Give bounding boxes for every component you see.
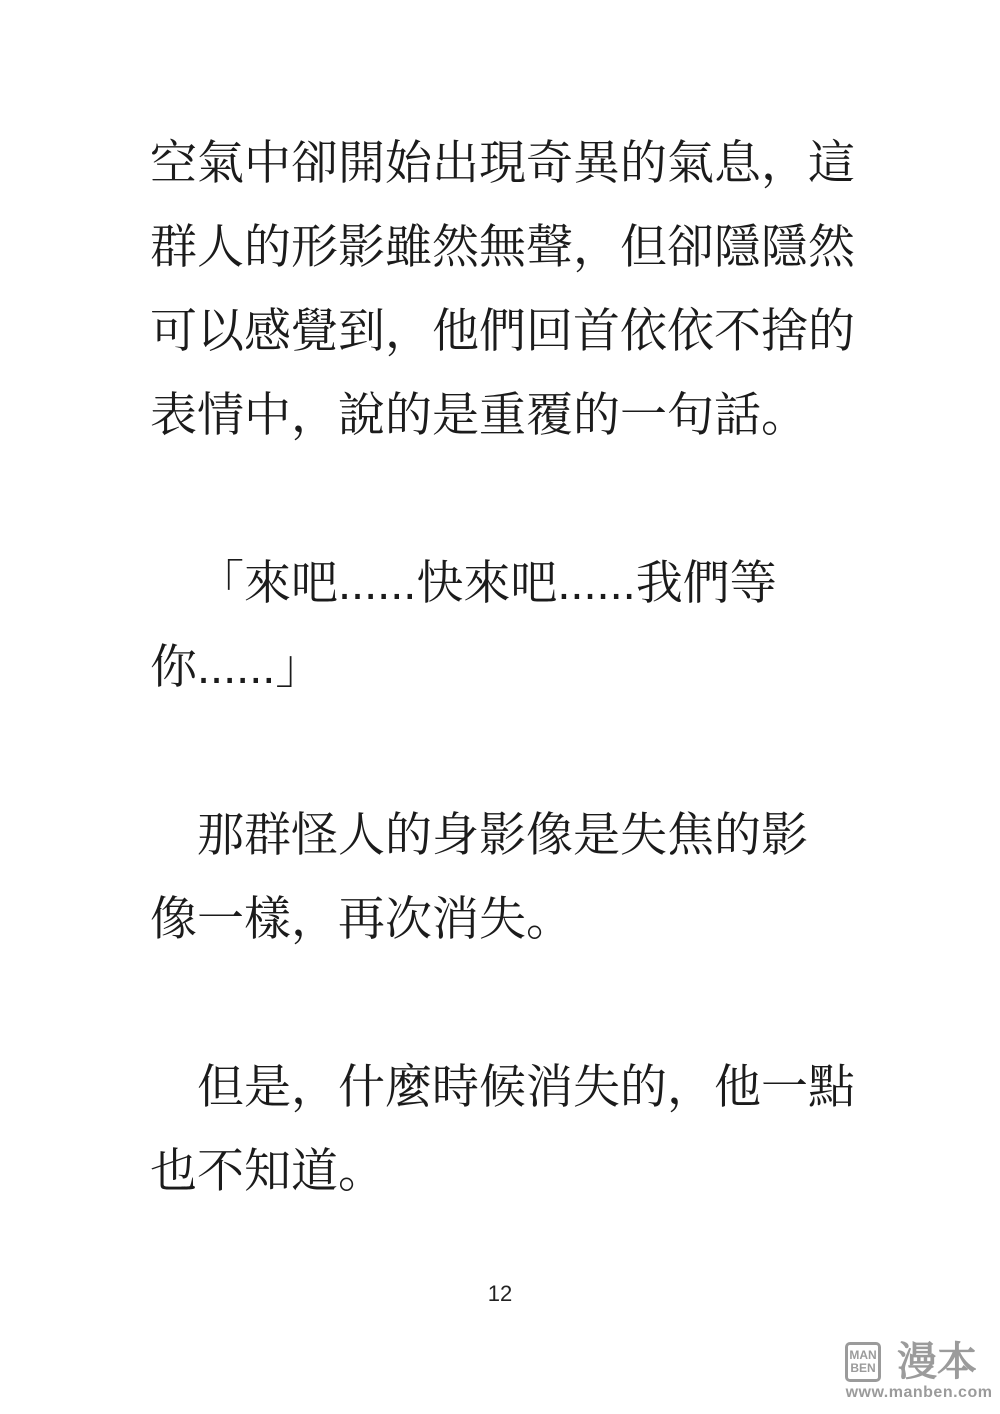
manben-logo-box-line2: BEN [850,1361,876,1375]
text-block [150,121,870,1213]
paragraph [150,121,870,457]
text-line: 群人的形影雖然無聲，但卻隱隱然 [150,220,855,273]
manben-logo-box-line1: MAN [849,1348,877,1362]
text-line: 可以感覺到，他們回首依依不捨的 [150,304,855,357]
manben-logo [845,1339,993,1385]
manben-url: www.manben.com [845,1384,993,1401]
manben-logo-chars: 漫本 [897,1339,977,1385]
manben-logo-box [845,1342,881,1382]
text-line: 但是，什麼時候消失的，他一點 [197,1060,855,1113]
paragraph [150,1045,870,1213]
text-line: 「來吧......快來吧......我們等 [197,556,777,609]
paragraph [150,793,870,961]
text-line: 像一樣，再次消失。 [150,892,573,945]
text-line: 空氣中卻開始出現奇異的氣息，這 [150,136,855,189]
text-line: 你......」 [150,640,323,693]
paragraph-quote [150,541,870,709]
text-line: 那群怪人的身影像是失焦的影 [197,808,808,861]
manben-watermark [845,1339,993,1402]
page-number: 12 [487,1281,513,1306]
text-line: 也不知道。 [150,1144,385,1197]
text-line: 表情中，說的是重覆的一句話。 [150,388,808,441]
